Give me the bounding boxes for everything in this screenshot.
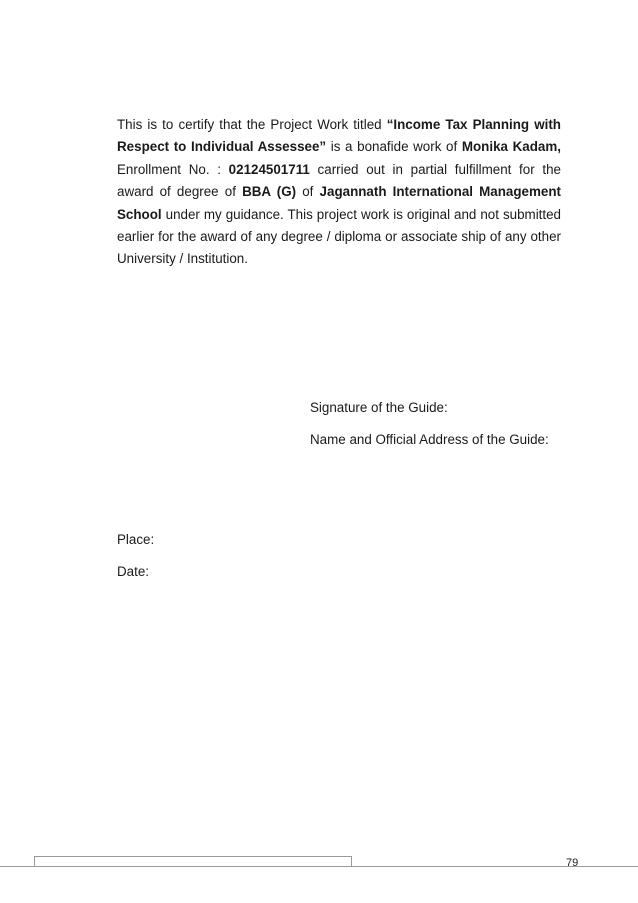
institution-name: Jagannath International Management School	[117, 184, 561, 222]
cert-text-5: of	[296, 184, 320, 200]
cert-text-6: under my guidance. This project work is original and not submitted earlier for the award of any degree / diploma or associate ship of any other University / Institution.	[117, 206, 561, 267]
place-label: Place:	[117, 532, 155, 547]
page-number: 79	[566, 857, 579, 869]
footer-divider-lines	[0, 854, 638, 868]
footer-rule	[0, 854, 638, 868]
certificate-text	[117, 114, 561, 271]
cert-text-4: carried out in partial fulfillment for the award of degree of	[117, 161, 561, 200]
cert-text-2: is a bonafide work of	[326, 139, 462, 155]
guide-signature-label: Signature of the Guide:	[310, 400, 448, 415]
cert-text-3: Enrollment No. :	[117, 161, 229, 177]
date-label: Date:	[117, 564, 150, 579]
enrollment-number: 02124501711	[228, 161, 310, 177]
cert-text-1: This is to certify that the Project Work titled	[117, 117, 387, 132]
guide-block	[310, 398, 549, 462]
guide-address-label: Name and Official Address of the Guide:	[310, 432, 549, 447]
student-name: Monika Kadam,	[461, 139, 561, 155]
project-title: “Income Tax Planning with Respect to Individual Assessee”	[117, 117, 561, 155]
place-date-block	[117, 530, 154, 594]
degree-name: BBA (G)	[242, 184, 297, 200]
